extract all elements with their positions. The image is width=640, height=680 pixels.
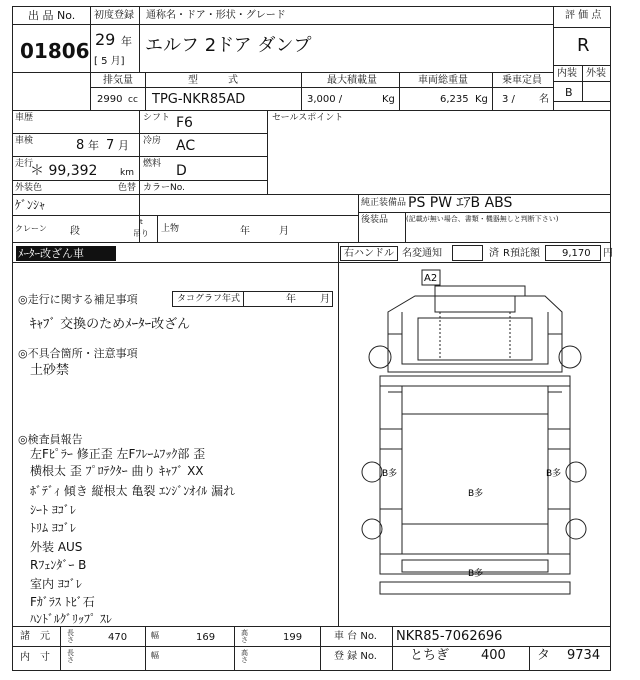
inspection-month: 7 xyxy=(106,138,115,153)
capacity-value: 3 / xyxy=(502,94,515,105)
crane-label: クレーン xyxy=(15,224,47,233)
gross-weight-unit: Kg xyxy=(475,94,488,105)
recycle-unit: 円 xyxy=(603,248,613,259)
recycle-label: R預託額 xyxy=(503,248,540,259)
max-load-value: 3,000 / xyxy=(307,94,343,105)
model-title-label: 通称名・ドア・形状・グレード xyxy=(146,10,286,21)
capacity-unit: 名 xyxy=(539,94,549,105)
displacement-label: 排気量 xyxy=(103,75,133,86)
displacement-value: 2990 xyxy=(97,94,123,105)
mileage-label: 走行 xyxy=(15,159,34,169)
mark-a2: A2 xyxy=(424,273,438,284)
name-change-box xyxy=(452,245,483,261)
first-reg-month: [ 5 月] xyxy=(94,56,125,67)
reg-region: とちぎ xyxy=(410,648,450,663)
mark-right: B多 xyxy=(546,469,562,479)
recycle-prefix: 済 xyxy=(489,248,499,259)
year-unit: 年 xyxy=(121,35,132,48)
shift-label: シフト xyxy=(143,113,171,123)
meter-tampered-badge: ﾒｰﾀｰ改ざん車 xyxy=(16,246,116,261)
lot-number: 01806 xyxy=(20,39,90,63)
in-height-label: 高さ xyxy=(241,649,248,664)
in-length-label: 長さ xyxy=(67,649,74,664)
chassis-value: NKR85-7062696 xyxy=(396,629,503,644)
inspector-line: ﾊﾝﾄﾞﾙｸﾞﾘｯﾌﾟ ｽﾚ xyxy=(30,612,112,626)
inspector-line: 外装 AUS xyxy=(30,540,83,554)
fuel-value: D xyxy=(176,163,187,179)
mileage-value: ＊ 99,392 xyxy=(30,163,98,179)
inspection-year-unit: 年 xyxy=(88,139,99,152)
inspection-label: 車検 xyxy=(15,136,34,146)
model-name: エルフ 2ドア ダンプ xyxy=(145,35,312,56)
chassis-label: 車 台 No. xyxy=(334,631,377,642)
type-value: TPG-NKR85AD xyxy=(152,92,246,107)
grade-label: 評 価 点 xyxy=(565,10,602,21)
gross-weight-label: 車両総重量 xyxy=(418,75,468,86)
interior-grade: B xyxy=(565,86,573,99)
defects-note: 土砂禁 xyxy=(30,363,70,378)
height-label: 高さ xyxy=(241,629,248,644)
length-label: 長さ xyxy=(67,629,74,644)
tacho-month-unit: 月 xyxy=(320,294,330,305)
first-reg-year: 29 xyxy=(95,30,116,49)
max-load-unit: Kg xyxy=(382,94,395,105)
grade-value: R xyxy=(577,35,590,56)
type-label: 型 式 xyxy=(188,75,238,86)
reg-kana: タ xyxy=(537,648,551,663)
inspector-line: Fｶﾞﾗｽ ﾄﾋﾞ石 xyxy=(30,595,95,609)
first-reg-label: 初度登録 xyxy=(94,10,134,21)
reg-label: 登 録 No. xyxy=(334,651,377,662)
inspector-line: 室内 ﾖｺﾞﾚ xyxy=(30,577,82,591)
inspector-line: ﾎﾞﾃﾞｨ 傾き 縦根太 亀裂 ｴﾝｼﾞﾝｵｲﾙ 漏れ xyxy=(30,484,236,498)
tacho-label: タコグラフ年式 xyxy=(177,294,241,304)
equipment-label: 純正装備品 xyxy=(361,198,407,208)
reg-class: 400 xyxy=(481,648,506,663)
crane-step-label: 段 xyxy=(70,226,80,237)
tacho-year-unit: 年 xyxy=(286,294,296,305)
inspector-line: Rﾌｪﾝﾀﾞｰ B xyxy=(30,558,87,572)
aftermarket-label: 後装品 xyxy=(361,215,389,225)
defects-header: ◎不具合箇所・注意事項 xyxy=(18,347,138,360)
inspector-line: ｼｰﾄ ﾖｺﾞﾚ xyxy=(30,503,76,517)
driving-header: ◎走行に関する補足事項 xyxy=(18,293,138,306)
aftermarket-note: (記載が無い場合、書類・機器無しと判断下さい) xyxy=(406,215,559,223)
gross-weight-value: 6,235 xyxy=(440,94,469,105)
lift-label: 上物 xyxy=(161,224,180,234)
mark-center: B多 xyxy=(468,489,484,499)
mileage-unit: km xyxy=(120,168,134,178)
equipment-value: PS PW ｴｱB ABS xyxy=(408,195,513,211)
ac-label: 冷房 xyxy=(143,136,162,146)
recycle-amount: 9,170 xyxy=(562,248,591,259)
name-change-label: 名変通知 xyxy=(402,248,442,259)
mark-left: B多 xyxy=(382,469,398,479)
height-value: 199 xyxy=(283,632,303,643)
history-label: 車歴 xyxy=(15,113,34,123)
lot-label: 出 品 No. xyxy=(28,9,76,22)
inspector-line: 横根太 歪 ﾌﾟﾛﾃｸﾀｰ 曲り ｷｬﾌﾞ XX xyxy=(30,464,204,478)
width-value: 169 xyxy=(196,632,216,643)
right-hand-label: 右ハンドル xyxy=(344,248,394,259)
inspection-month-unit: 月 xyxy=(118,139,129,152)
width-label: 幅 xyxy=(151,631,159,640)
dims-label: 諸 元 xyxy=(20,631,50,642)
ac-value: AC xyxy=(176,138,196,154)
driving-note: ｷｬﾌﾞ 交換のためﾒｰﾀｰ改ざん xyxy=(30,317,191,332)
lift-month-unit: 月 xyxy=(279,226,289,237)
interior-dims-label: 内 寸 xyxy=(20,652,50,663)
fuel-label: 燃料 xyxy=(143,159,162,169)
color-change-label: 色替 xyxy=(118,183,137,193)
inspector-line: 左Fﾋﾟﾗｰ 修正歪 左Fﾌﾚｰﾑﾌｯｸ部 歪 xyxy=(30,447,206,461)
interior-grade-label: 内装 xyxy=(557,68,577,79)
inspector-header: ◎検査員報告 xyxy=(18,433,83,446)
lift-year-unit: 年 xyxy=(240,226,250,237)
exterior-grade-label: 外装 xyxy=(586,68,606,79)
inspector-line: ﾄﾘﾑ ﾖｺﾞﾚ xyxy=(30,521,76,535)
shift-value: F6 xyxy=(176,115,193,131)
color-label: 外装色 xyxy=(15,183,43,193)
mark-rear: B多 xyxy=(468,569,484,579)
inspection-year: 8 xyxy=(76,138,85,153)
capacity-label: 乗車定員 xyxy=(502,75,542,86)
reg-number: 9734 xyxy=(567,648,601,663)
displacement-unit: cc xyxy=(128,95,138,105)
length-value: 470 xyxy=(108,632,128,643)
color-code-label: カラーNo. xyxy=(143,183,185,193)
crane-ton-label-bottom: 吊り xyxy=(133,229,149,238)
color-value: ｹﾞﾝｼｬ xyxy=(15,198,46,212)
sales-point-label: セールスポイント xyxy=(272,113,344,123)
truck-damage-diagram xyxy=(340,264,610,626)
crane-ton-label-top: t xyxy=(140,218,143,226)
max-load-label: 最大積載量 xyxy=(327,75,377,86)
in-width-label: 幅 xyxy=(151,651,159,660)
